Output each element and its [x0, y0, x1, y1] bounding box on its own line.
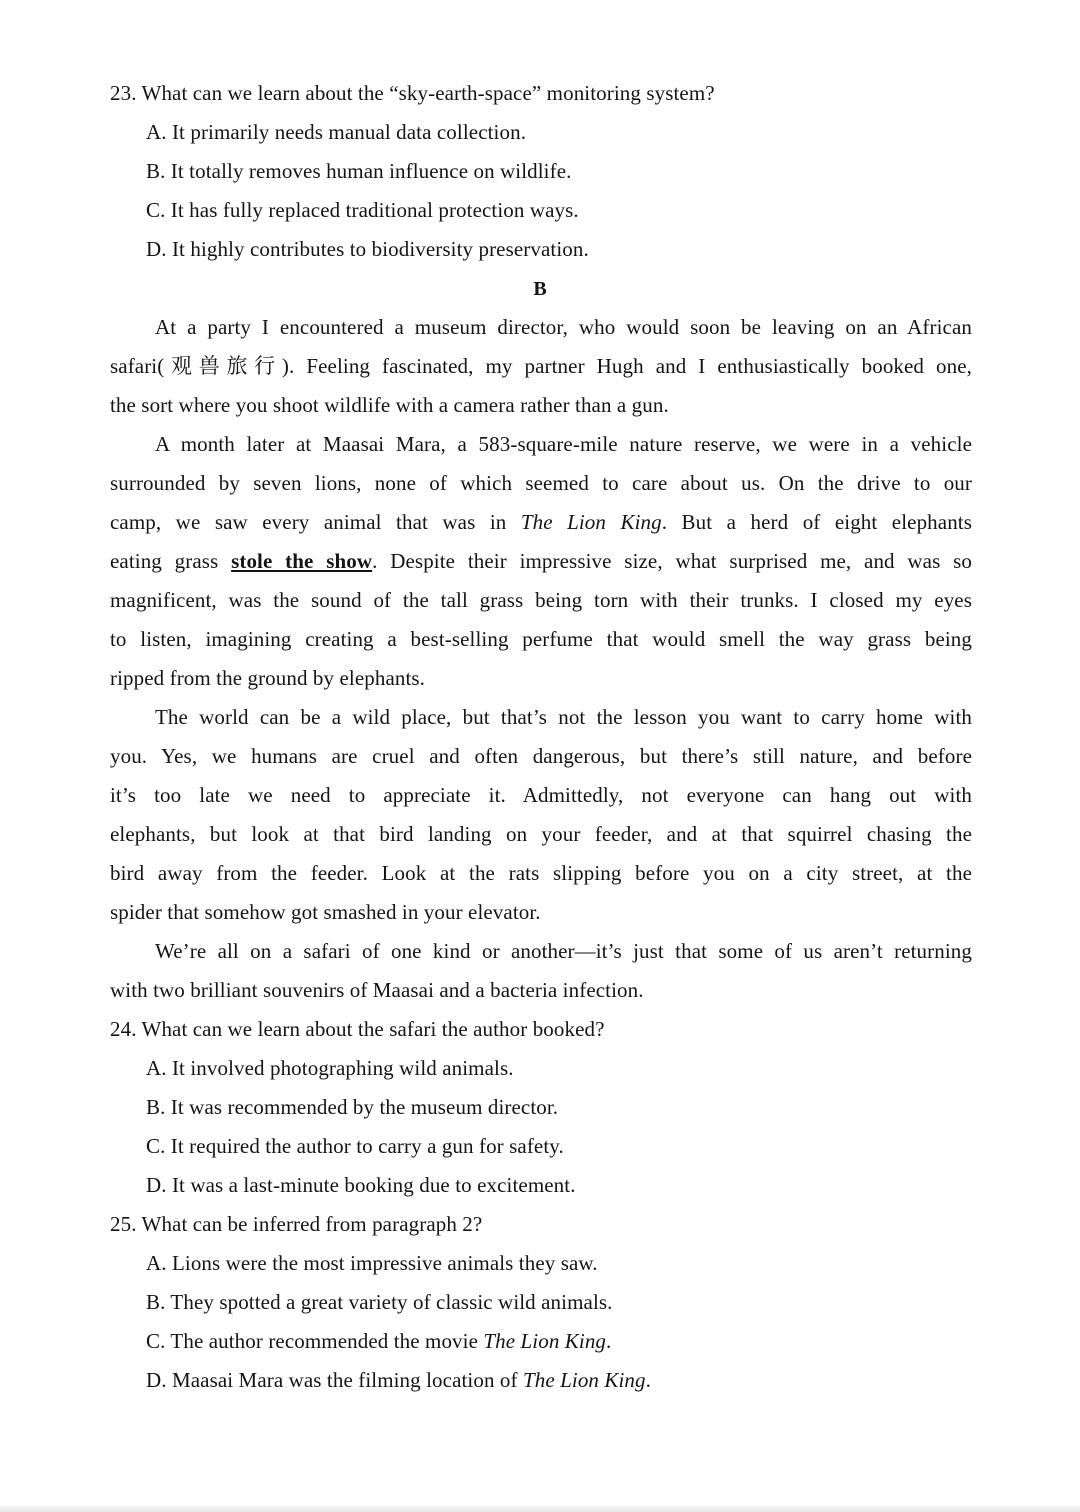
question-24-option-a: A. It involved photographing wild animals. [146, 1056, 514, 1080]
passage-p4-line-1: We’re all on a safari of one kind or another—it’s just that some of us aren’t returning [155, 939, 972, 963]
passage-p4-line-2: with two brilliant souvenirs of Maasai and a bacteria infection. [110, 978, 644, 1002]
question-25-option-d [146, 1366, 651, 1394]
passage-p2-line-3-start: camp, we saw every animal that was in [110, 510, 521, 534]
question-23-option-d: D. It highly contributes to biodiversity preservation. [146, 237, 589, 261]
movie-title: The Lion King [483, 1329, 607, 1353]
page-bottom-edge [0, 1506, 1080, 1512]
question-25-option-c [146, 1327, 611, 1355]
passage-p3-line-6: spider that somehow got smashed in your elevator. [110, 900, 541, 924]
movie-title: The Lion King [520, 510, 662, 534]
question-25-option-a: A. Lions were the most impressive animals they saw. [146, 1251, 598, 1275]
passage-p1-line-2: safari(观兽旅行). Feeling fascinated, my partner Hugh and I enthusiastically booked one, [110, 354, 972, 378]
passage-p2-line-4-start: eating grass [110, 549, 232, 573]
question-24-option-c: C. It required the author to carry a gun for safety. [146, 1134, 564, 1158]
question-25-option-c-text: C. The author recommended the movie [146, 1329, 484, 1353]
passage-p2-line-6: to listen, imagining creating a best-selling perfume that would smell the way grass being [110, 627, 972, 651]
passage-p3-line-1: The world can be a wild place, but that’s not the lesson you want to carry home with [155, 705, 972, 729]
question-23-option-a: A. It primarily needs manual data collection. [146, 120, 527, 144]
passage-p2-line-4-end: . Despite their impressive size, what surprised me, and was so [372, 549, 972, 573]
question-25-option-d-text: D. Maasai Mara was the filming location of [146, 1368, 523, 1392]
passage-p2-line-7: ripped from the ground by elephants. [110, 666, 426, 690]
section-title: B [533, 278, 547, 300]
question-25-option-c-period: . [606, 1329, 612, 1353]
passage-p2-line-4 [110, 547, 972, 575]
question-23-option-c: C. It has fully replaced traditional protection ways. [146, 198, 579, 222]
question-24-stem: 24. What can we learn about the safari the author booked? [110, 1017, 605, 1041]
question-25-option-d-period: . [645, 1368, 651, 1392]
passage-p2-line-3 [110, 508, 972, 536]
question-24-option-b: B. It was recommended by the museum director. [146, 1095, 559, 1119]
movie-title: The Lion King [522, 1368, 646, 1392]
underlined-phrase: stole the show [231, 549, 373, 573]
question-23-stem: 23. What can we learn about the “sky-earth-space” monitoring system? [110, 81, 715, 105]
question-25-stem: 25. What can be inferred from paragraph 2? [110, 1212, 483, 1236]
passage-p3-line-2: you. Yes, we humans are cruel and often dangerous, but there’s still nature, and before [110, 744, 972, 768]
question-25-option-b: B. They spotted a great variety of classic wild animals. [146, 1290, 613, 1314]
passage-p3-line-3: it’s too late we need to appreciate it. Admittedly, not everyone can hang out with [110, 783, 972, 807]
passage-p1-line-3: the sort where you shoot wildlife with a camera rather than a gun. [110, 393, 669, 417]
question-24-option-d: D. It was a last-minute booking due to excitement. [146, 1173, 576, 1197]
passage-p3-line-5: bird away from the feeder. Look at the rats slipping before you on a city street, at the [110, 861, 972, 885]
passage-p2-line-5: magnificent, was the sound of the tall grass being torn with their trunks. I closed my eyes [110, 588, 972, 612]
question-23-option-b: B. It totally removes human influence on wildlife. [146, 159, 572, 183]
passage-p2-line-3-end: . But a herd of eight elephants [661, 510, 972, 534]
passage-p2-line-2: surrounded by seven lions, none of which seemed to care about us. On the drive to our [110, 471, 972, 495]
passage-p1-line-1: At a party I encountered a museum director, who would soon be leaving on an African [155, 315, 972, 339]
passage-p3-line-4: elephants, but look at that bird landing on your feeder, and at that squirrel chasing the [110, 822, 972, 846]
passage-p2-line-1: A month later at Maasai Mara, a 583-square-mile nature reserve, we were in a vehicle [155, 432, 972, 456]
